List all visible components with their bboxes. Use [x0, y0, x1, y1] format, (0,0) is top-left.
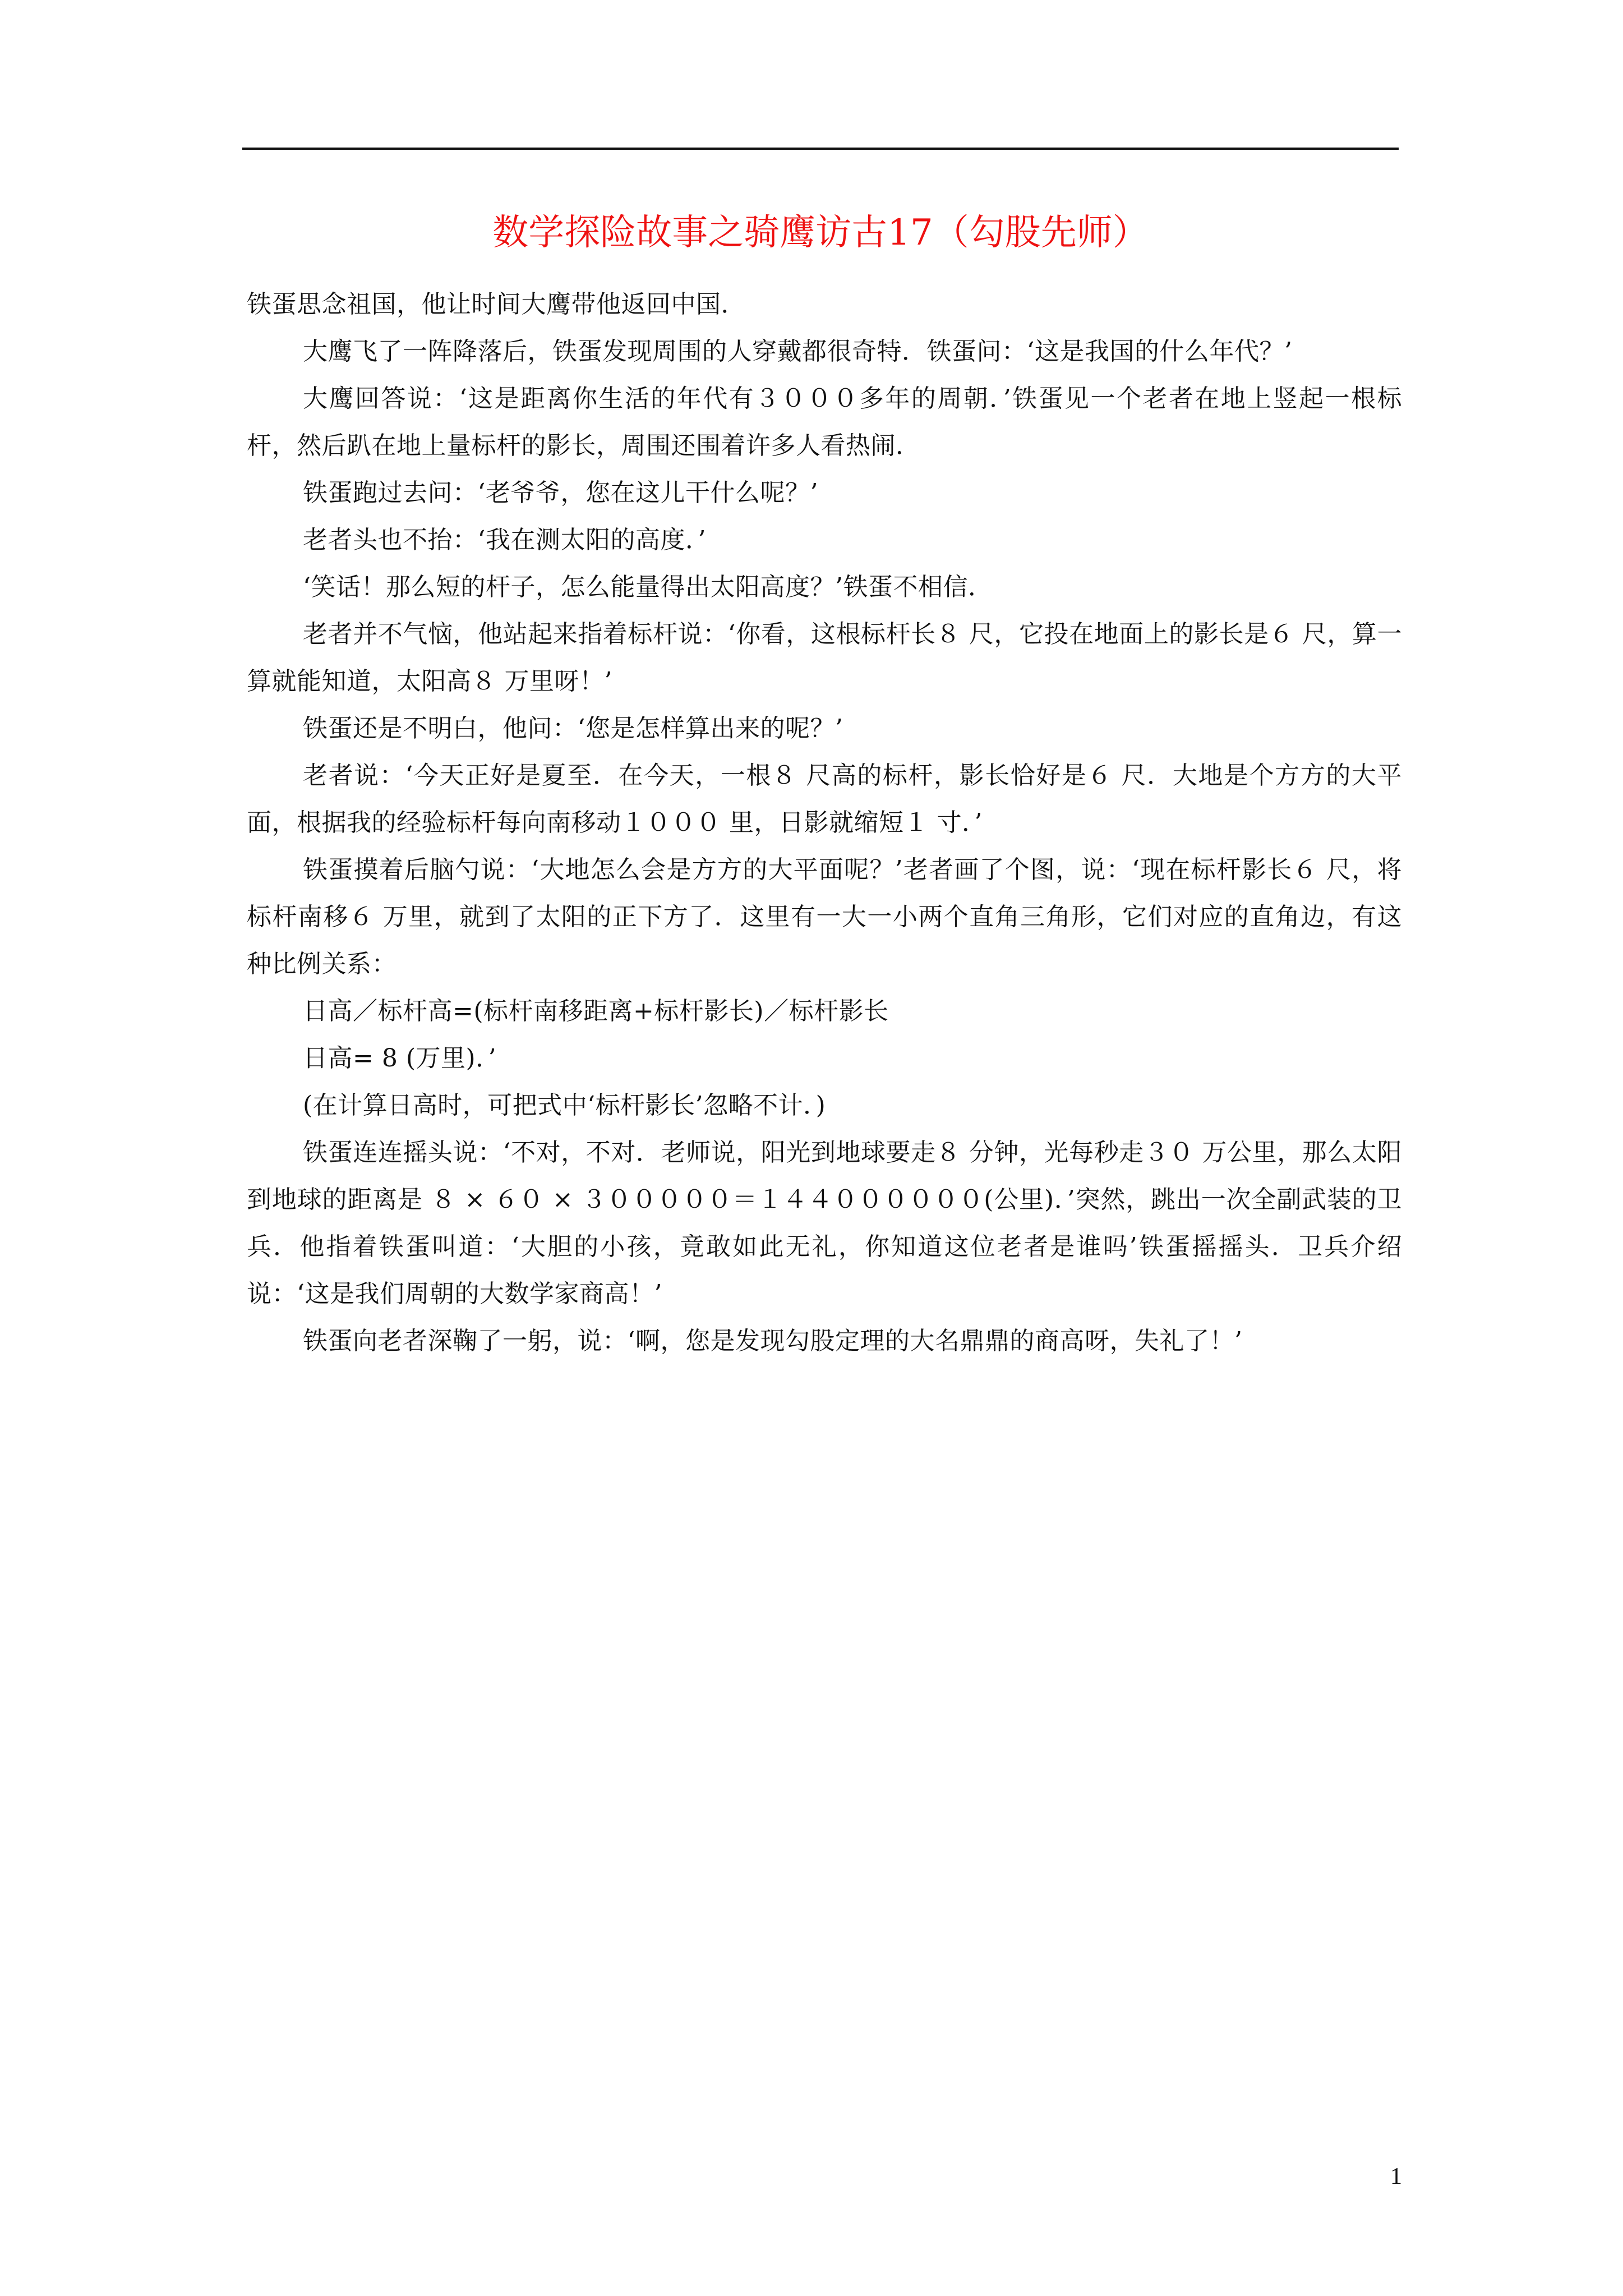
paragraph: 铁蛋向老者深鞠了一躬，说：‘啊，您是发现勾股定理的大名鼎鼎的商高呀，失礼了！’: [303, 1327, 1243, 1355]
paragraph: 铁蛋思念祖国，他让时间大鹰带他返回中国．: [247, 290, 746, 319]
paragraph: ‘笑话！那么短的杆子，怎么能量得出太阳高度？’铁蛋不相信．: [303, 573, 993, 601]
paragraph: 老者说：‘今天正好是夏至．在今天，一根８ 尺高的标杆，影长恰好是６ 尺．大地是个方方的大平面，根据我的经验标杆每向南移动１０００ 里，日影就缩短１ 寸．’: [247, 761, 1402, 837]
document-title: 数学探险故事之骑鹰访古17（勾股先师）: [492, 212, 1149, 254]
document-body: [247, 281, 1402, 1365]
paragraph: 老者并不气恼，他站起来指着标杆说：‘你看，这根标杆长８ 尺，它投在地面上的影长是６ 尺，算一算就能知道，太阳高８ 万里呀！’: [247, 620, 1402, 696]
paragraph: 铁蛋跑过去问：‘老爷爷，您在这儿干什么呢？’: [303, 478, 818, 507]
paragraph: 铁蛋还是不明白，他问：‘您是怎样算出来的呢？’: [303, 714, 843, 743]
paragraph: 大鹰飞了一阵降落后，铁蛋发现周围的人穿戴都很奇特．铁蛋问：‘这是我国的什么年代？’: [303, 337, 1293, 366]
page-number: 1: [1390, 2164, 1402, 2189]
formula-line: 日高／标杆高=(标杆南移距离+标杆影长)／标杆影长: [303, 997, 889, 1025]
header-rule: [242, 148, 1399, 150]
paragraph: 大鹰回答说：‘这是距离你生活的年代有３０００多年的周朝．’铁蛋见一个老者在地上竖起一根标杆，然后趴在地上量标杆的影长，周围还围着许多人看热闹．: [247, 384, 1402, 460]
paragraph: 铁蛋摸着后脑勺说：‘大地怎么会是方方的大平面呢？’老者画了个图，说：‘现在标杆影长６ 尺，将标杆南移６ 万里，就到了太阳的正下方了．这里有一大一小两个直角三角形，它们对应的直角边，有这种比例关系：: [247, 855, 1402, 978]
paragraph: 铁蛋连连摇头说：‘不对，不对．老师说，阳光到地球要走８ 分钟，光每秒走３０ 万公里，那么太阳到地球的距离是 ８ × ６０ × ３０００００＝１４４００００００(公里)．’突然，跳出一次全副武装的卫兵．他指着铁蛋叫道：‘大胆的小孩，竟敢如此无礼，你知道这位老者是谁吗’铁蛋摇摇头．卫兵介绍说：‘这是我们周朝的大数学家商高！’: [247, 1138, 1402, 1308]
paragraph: (在计算日高时，可把式中‘标杆影长’忽略不计．): [303, 1091, 826, 1120]
paragraph: 老者头也不抬：‘我在测太阳的高度．’: [303, 526, 706, 554]
formula-line: 日高= 8 (万里)．’: [303, 1044, 497, 1073]
